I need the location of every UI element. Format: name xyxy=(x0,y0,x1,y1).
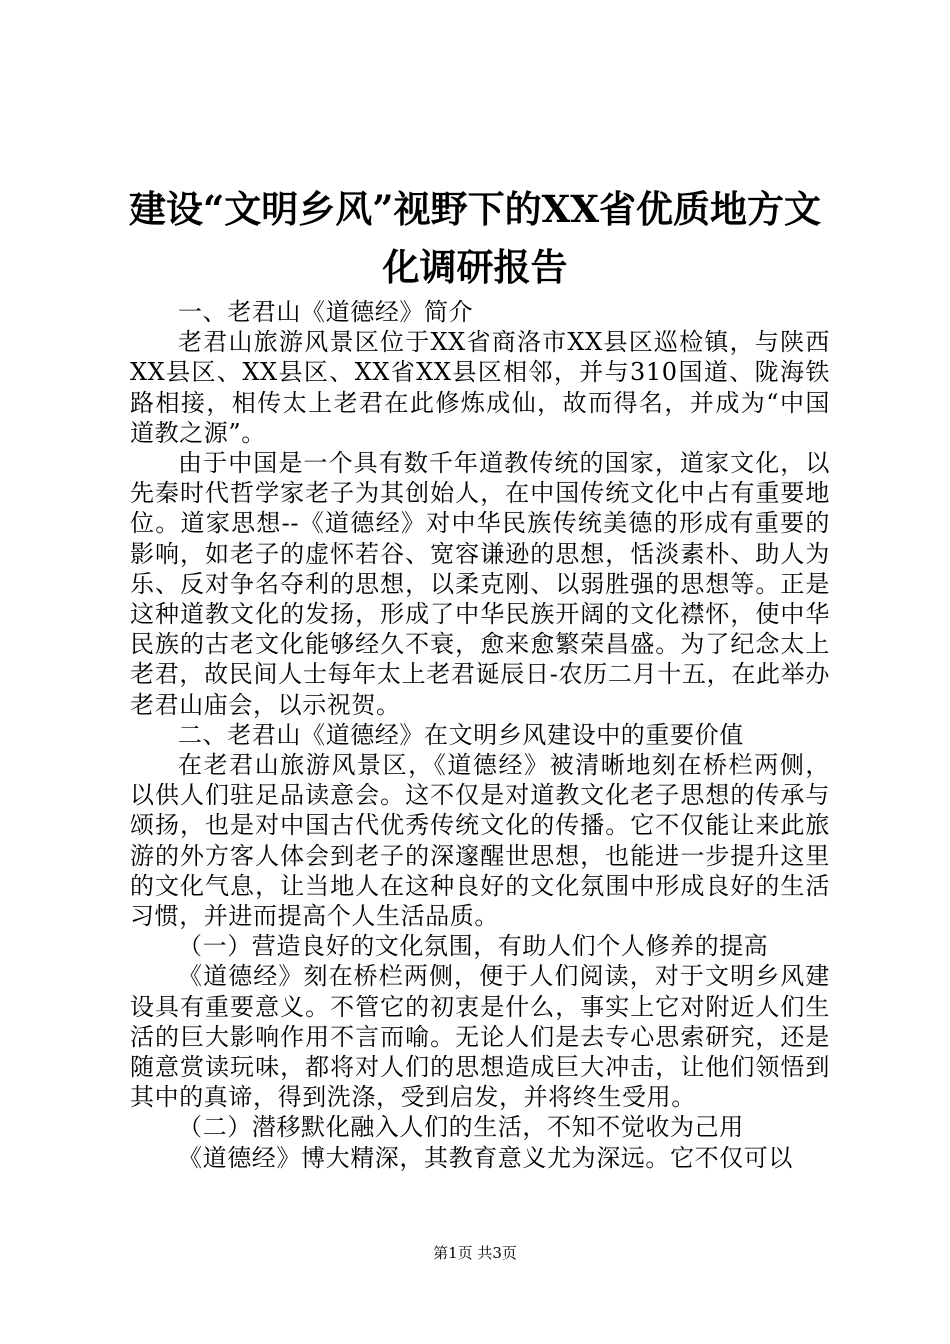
paragraph-5: 《道德经》博大精深，其教育意义尤为深远。它不仅可以 xyxy=(178,1143,793,1172)
subsection-heading-1: （一）营造良好的文化氛围，有助人们个人修养的提高 xyxy=(178,932,769,961)
subsection-heading-2: （二）潜移默化融入人们的生活，不知不觉收为己用 xyxy=(178,1113,744,1142)
page-number-footer: 第1页 共3页 xyxy=(433,1244,517,1262)
document-title-line-2: 化调研报告 xyxy=(382,245,568,289)
section-heading-1: 一、老君山《道德经》简介 xyxy=(178,298,474,326)
document-title-line-1: 建设“文明乡风”视野下的XX省优质地方文 xyxy=(129,187,821,231)
paragraph-4: 《道德经》刻在桥栏两侧，便于人们阅读，对于文明乡风建设具有重要意义。不管它的初衷是什么，事实上它对附近人们生活的巨大影响作用不言而喻。无论人们是去专心思索研究，还是随意赏读玩味，都将对人们的思想造成巨大冲击，让他们领悟到其中的真谛，得到洗涤，受到启发，并将终生受用。 xyxy=(130,962,830,1112)
paragraph-2: 由于中国是一个具有数千年道教传统的国家，道家文化，以先秦时代哲学家老子为其创始人，在中国传统文化中占有重要地位。道家思想--《道德经》对中华民族传统美德的形成有重要的影响，如老子的虚怀若谷、宽容谦逊的思想，恬淡素朴、助人为乐、反对争名夺利的思想，以柔克刚、以弱胜强的思想等。正是这种道教文化的发扬，形成了中华民族开阔的文化襟怀，使中华民族的古老文化能够经久不衰，愈来愈繁荣昌盛。为了纪念太上老君，故民间人士每年太上老君诞辰日-农历二月十五，在此举办老君山庙会，以示祝贺。 xyxy=(130,449,830,719)
paragraph-3: 在老君山旅游风景区，《道德经》被清晰地刻在桥栏两侧，以供人们驻足品读意会。这不仅是对道教文化老子思想的传承与颂扬，也是对中国古代优秀传统文化的传播。它不仅能让来此旅游的外方客人体会到老子的深邃醒世思想，也能进一步提升这里的文化气息，让当地人在这种良好的文化氛围中形成良好的生活习惯，并进而提高个人生活品质。 xyxy=(130,751,830,931)
paragraph-1: 老君山旅游风景区位于XX省商洛市XX县区巡检镇，与陕西XX县区、XX县区、XX省XX县区相邻，并与310国道、陇海铁路相接，相传太上老君在此修炼成仙，故而得名，并成为“中国道教之源”。 xyxy=(130,328,830,447)
section-heading-2: 二、老君山《道德经》在文明乡风建设中的重要价值 xyxy=(178,720,744,749)
document-body xyxy=(130,297,830,1173)
